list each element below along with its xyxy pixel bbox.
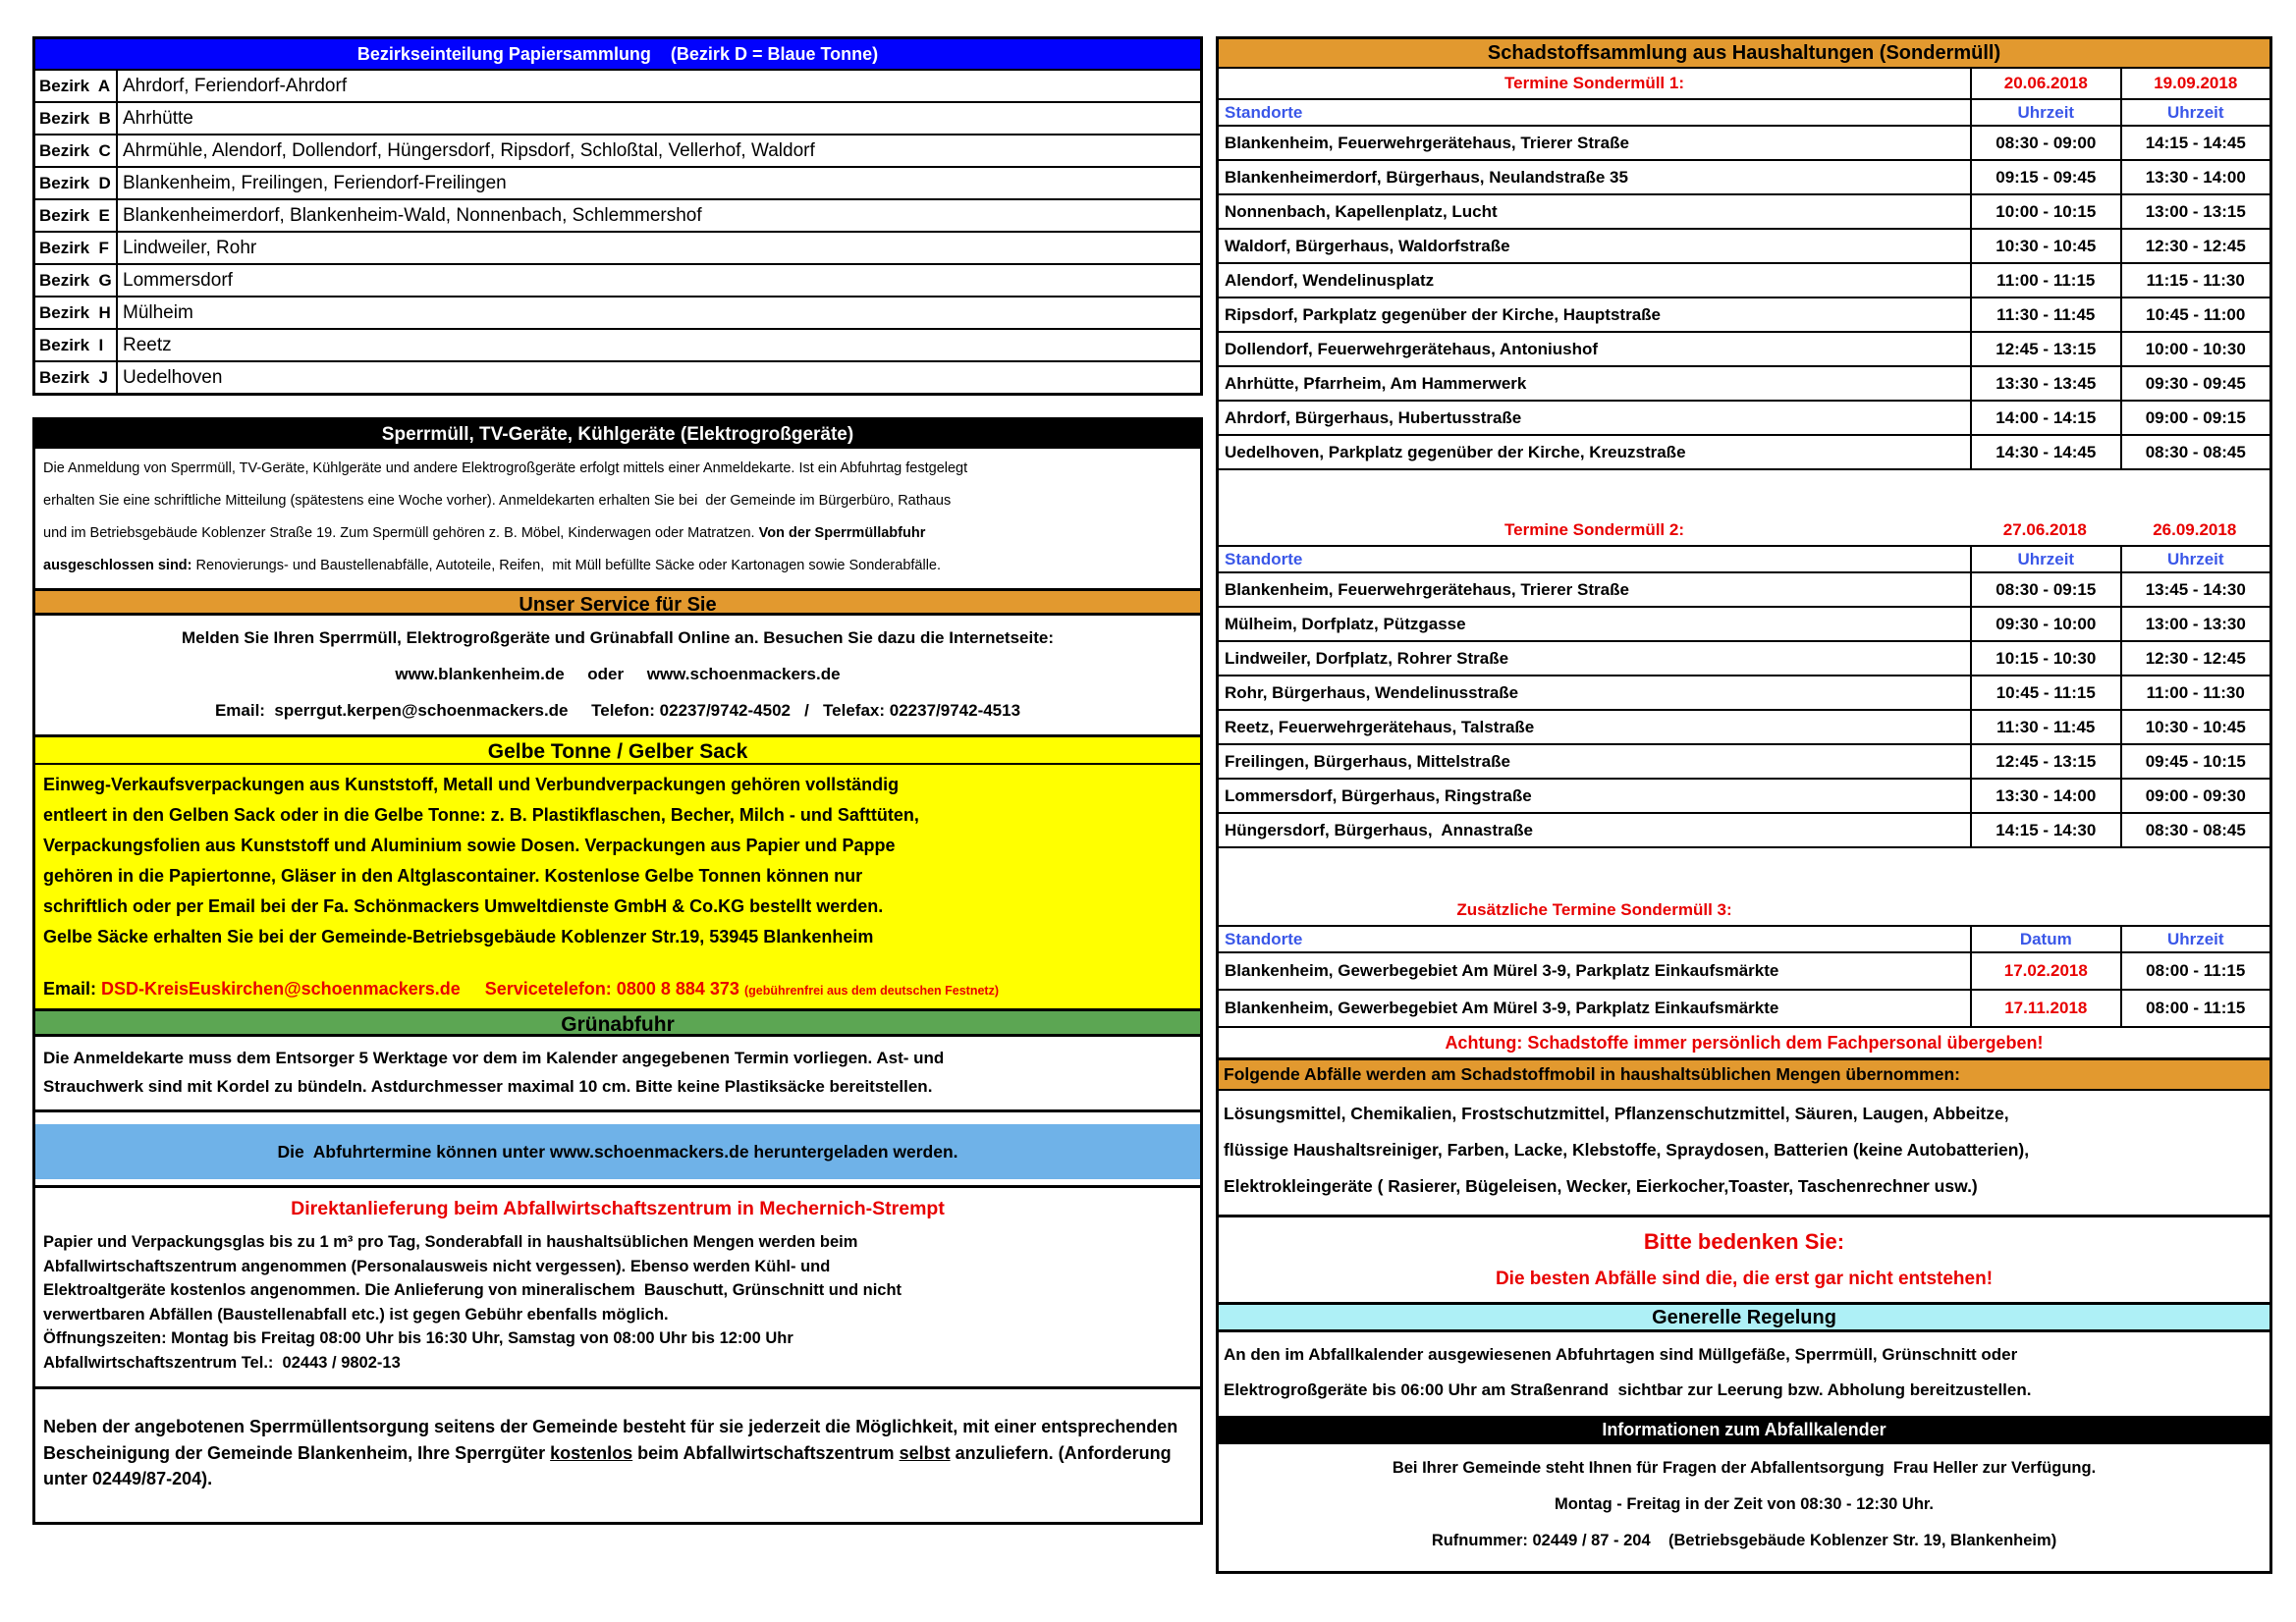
service-phone: Servicetelefon: 0800 8 884 373 [460, 979, 744, 999]
bezirk-places: Ahrmühle, Alendorf, Dollendorf, Hüngersdorf, Ripsdorf, Schloßtal, Vellerhof, Waldorf [123, 139, 815, 161]
sperrmuell-line-text: und im Betriebsgebäude Koblenzer Straße 19. Zum Spermüll gehören z. B. Möbel, Kinderwagen oder Matratzen. [43, 525, 759, 541]
row-time-1: 08:30 - 09:00 [1970, 127, 2119, 159]
row-place: Lindweiler, Dorfplatz, Rohrer Straße [1225, 648, 1509, 668]
bezirk-places: Lommersdorf [123, 269, 233, 291]
row-time-2: 09:45 - 10:15 [2120, 745, 2269, 778]
bezirk-row [35, 296, 1200, 328]
bezirk-table-header: Bezirkseinteilung Papiersammlung (Bezirk D = Blaue Tonne) [35, 39, 1200, 69]
table-row [1219, 676, 2269, 711]
row-time-1: 11:30 - 11:45 [1970, 298, 2119, 331]
termine3-title-row [1219, 895, 2269, 927]
row-time-1: 10:30 - 10:45 [1970, 230, 2119, 262]
sperrmuell-line: erhalten Sie eine schriftliche Mitteilung (spätestens eine Woche vorher). Anmeldekarten erhalten Sie bei der Gemeinde im Bürgerbüro, Rathaus [43, 493, 952, 509]
termine2-column-header-row [1219, 547, 2269, 573]
service-text [35, 616, 1200, 734]
row-place: Blankenheim, Feuerwehrgerätehaus, Trierer Straße [1225, 133, 1629, 152]
row-place: Dollendorf, Feuerwehrgerätehaus, Antoniushof [1225, 339, 1599, 358]
row-place: Freilingen, Bürgerhaus, Mittelstraße [1225, 751, 1510, 771]
row-place: Blankenheim, Feuerwehrgerätehaus, Trierer Straße [1225, 579, 1629, 599]
selbstanlieferung-seg: Neben der angebotenen Sperrmüllentsorgung seitens der Gemeinde besteht für sie jederzeit die Möglichkeit, mit einer entsprechenden Bescheinigung der Gemeinde Blankenheim, Ihre Sperrgüter [43, 1417, 1183, 1463]
row-place: Ahrdorf, Bürgerhaus, Hubertusstraße [1225, 407, 1522, 427]
row-place: Nonnenbach, Kapellenplatz, Lucht [1225, 201, 1498, 221]
row-time-2: 09:00 - 09:30 [2120, 780, 2269, 812]
bedenken-title: Bitte bedenken Sie: [1643, 1229, 1845, 1254]
bezirk-row [35, 263, 1200, 296]
spacer [35, 1112, 1200, 1124]
row-time-2: 13:00 - 13:30 [2120, 608, 2269, 640]
termine2-title-row [1219, 515, 2269, 547]
termine2-title: Termine Sondermüll 2: [1504, 520, 1684, 539]
row-time-2: 13:45 - 14:30 [2120, 573, 2269, 606]
sperrmuell-line-bold: Von der Sperrmüllabfuhr [758, 525, 926, 541]
row-time-2: 12:30 - 12:45 [2120, 642, 2269, 675]
termine1-date-1: 20.06.2018 [1970, 69, 2119, 98]
bezirk-row [35, 69, 1200, 101]
row-time-1: 14:30 - 14:45 [1970, 436, 2119, 468]
info-text [1219, 1444, 2269, 1571]
table-row [1219, 573, 2269, 608]
service-line: Melden Sie Ihren Sperrmüll, Elektrogroßgeräte und Grünabfall Online an. Besuchen Sie dazu die Internetseite: [182, 628, 1054, 647]
row-time-2: 11:15 - 11:30 [2120, 264, 2269, 297]
column-datum: Datum [1970, 927, 2119, 951]
bezirk-row [35, 231, 1200, 263]
bezirk-places: Uedelhoven [123, 366, 223, 388]
regelung-line: An den im Abfallkalender ausgewiesenen Abfuhrtagen sind Müllgefäße, Sperrmüll, Grünschnitt oder [1224, 1345, 2018, 1364]
row-time-1: 14:15 - 14:30 [1970, 814, 2119, 846]
row-place: Uedelhoven, Parkplatz gegenüber der Kirche, Kreuzstraße [1225, 442, 1686, 461]
gelbe-tonne-line: schriftlich oder per Email bei der Fa. Schönmackers Umweltdienste GmbH & Co.KG bestellt werden. [43, 896, 884, 916]
sperrmuell-line-text: Renovierungs- und Baustellenabfälle, Autoteile, Reifen, mit Müll befüllte Säcke oder Kartonagen sowie Sonderabfälle. [191, 558, 942, 573]
row-time-2: 10:45 - 11:00 [2120, 298, 2269, 331]
bezirk-row [35, 166, 1200, 198]
sperrmuell-text [35, 449, 1200, 588]
row-place: Waldorf, Bürgerhaus, Waldorfstraße [1225, 236, 1510, 255]
termine1-date-2: 19.09.2018 [2120, 69, 2269, 98]
table-row [1219, 814, 2269, 848]
row-time-2: 13:00 - 13:15 [2120, 195, 2269, 228]
info-phone-line: Rufnummer: 02449 / 87 - 204 (Betriebsgebäude Koblenzer Str. 19, Blankenheim) [1431, 1532, 2057, 1549]
table-row [1219, 780, 2269, 814]
achtung-warning: Achtung: Schadstoffe immer persönlich dem Fachpersonal übergeben! [1219, 1028, 2269, 1060]
table-row [1219, 608, 2269, 642]
sperrmuell-line-bold: ausgeschlossen sind: [43, 558, 192, 573]
table-row [1219, 195, 2269, 230]
row-place: Reetz, Feuerwehrgerätehaus, Talstraße [1225, 717, 1535, 736]
table-row [1219, 991, 2269, 1028]
row-time-1: 09:15 - 09:45 [1970, 161, 2119, 193]
table-row [1219, 402, 2269, 436]
row-place: Rohr, Bürgerhaus, Wendelinusstraße [1225, 682, 1519, 702]
gruenabfuhr-line: Die Anmeldekarte muss dem Entsorger 5 Werktage vor dem im Kalender angegebenen Termin vorliegen. Ast- und [43, 1049, 945, 1067]
row-place: Ahrhütte, Pfarrheim, Am Hammerwerk [1225, 373, 1527, 393]
dsd-email: DSD-KreisEuskirchen@schoenmackers.de [101, 979, 461, 999]
bezirk-label: Bezirk A [35, 71, 118, 101]
gruenabfuhr-line: Strauchwerk sind mit Kordel zu bündeln. Astdurchmesser maximal 10 cm. Bitte keine Plastiksäcke bereitstellen. [43, 1077, 933, 1096]
bezirk-label: Bezirk B [35, 103, 118, 134]
gelbe-tonne-line: entleert in den Gelben Sack oder in die Gelbe Tonne: z. B. Plastikflaschen, Becher, Milch - und Safttüten, [43, 805, 919, 825]
row-time-1: 09:30 - 10:00 [1970, 608, 2119, 640]
info-header: Informationen zum Abfallkalender [1219, 1416, 2269, 1444]
table-row [1219, 127, 2269, 161]
regelung-header: Generelle Regelung [1219, 1302, 2269, 1332]
spacer [1219, 470, 2269, 515]
phone-note: (gebührenfrei aus dem deutschen Festnetz) [743, 984, 1000, 998]
bezirk-label: Bezirk H [35, 297, 118, 328]
gelbe-tonne-line: Einweg-Verkaufsverpackungen aus Kunststoff, Metall und Verbundverpackungen gehören vollständig [43, 775, 900, 794]
row-time-2: 09:00 - 09:15 [2120, 402, 2269, 434]
bezirk-label: Bezirk E [35, 200, 118, 231]
gelbe-tonne-line: Gelbe Säcke erhalten Sie bei der Gemeinde-Betriebsgebäude Koblenzer Str.19, 53945 Blankenheim [43, 927, 874, 946]
gelbe-tonne-header: Gelbe Tonne / Gelber Sack [35, 734, 1200, 765]
termine3-title: Zusätzliche Termine Sondermüll 3: [1456, 900, 1732, 919]
termine1-title-row [1219, 69, 2269, 100]
row-date: 17.11.2018 [1970, 991, 2119, 1026]
row-place: Blankenheimerdorf, Bürgerhaus, Neulandstraße 35 [1225, 167, 1628, 187]
bezirk-row [35, 328, 1200, 360]
bedenken-line: Die besten Abfälle sind die, die erst gar nicht entstehen! [1495, 1269, 1994, 1289]
column-uhrzeit-1: Uhrzeit [1970, 100, 2119, 125]
row-place: Lommersdorf, Bürgerhaus, Ringstraße [1225, 785, 1532, 805]
download-notice: Die Abfuhrtermine können unter www.schoenmackers.de heruntergeladen werden. [35, 1124, 1200, 1179]
row-time-1: 13:30 - 13:45 [1970, 367, 2119, 400]
bezirk-label: Bezirk I [35, 330, 118, 360]
direktanlieferung-line: Abfallwirtschaftszentrum angenommen (Personalausweis nicht vergessen). Ebenso werden Kühl- und [43, 1257, 831, 1275]
right-column [1216, 36, 2272, 1574]
schadstoffmobil-header: Folgende Abfälle werden am Schadstoffmobil in haushaltsüblichen Mengen übernommen: [1219, 1060, 2269, 1091]
row-date: 17.02.2018 [1970, 953, 2119, 989]
schadstoffmobil-line: Lösungsmittel, Chemikalien, Frostschutzmittel, Pflanzenschutzmittel, Säuren, Laugen, Abbeitze, [1224, 1104, 2009, 1123]
row-time-1: 13:30 - 14:00 [1970, 780, 2119, 812]
bezirk-places: Lindweiler, Rohr [123, 237, 257, 258]
selbstanlieferung-underline: selbst [899, 1442, 951, 1463]
dsd-contact-line [43, 977, 1192, 1002]
direktanlieferung-line: verwertbaren Abfällen (Baustellenabfall etc.) ist gegen Gebühr ebenfalls möglich. [43, 1305, 669, 1324]
regelung-text [1219, 1332, 2269, 1416]
row-time-1: 11:00 - 11:15 [1970, 264, 2119, 297]
column-uhrzeit: Uhrzeit [2120, 927, 2269, 951]
gelbe-tonne-text [35, 765, 1200, 1008]
row-time-2: 10:00 - 10:30 [2120, 333, 2269, 365]
left-info-box [32, 417, 1203, 1525]
row-place: Mülheim, Dorfplatz, Pützgasse [1225, 614, 1466, 633]
row-time-2: 14:15 - 14:45 [2120, 127, 2269, 159]
direktanlieferung-title: Direktanlieferung beim Abfallwirtschaftszentrum in Mechernich-Strempt [291, 1198, 945, 1219]
schadstoffmobil-line: Elektrokleingeräte ( Rasierer, Bügeleisen, Wecker, Eierkocher,Toaster, Taschenrechner usw.) [1224, 1176, 1978, 1196]
bezirk-label: Bezirk F [35, 233, 118, 263]
row-time-1: 10:45 - 11:15 [1970, 676, 2119, 709]
schadstoff-header: Schadstoffsammlung aus Haushaltungen (Sondermüll) [1219, 39, 2269, 69]
bezirk-label: Bezirk G [35, 265, 118, 296]
row-time-1: 14:00 - 14:15 [1970, 402, 2119, 434]
row-time-2: 10:30 - 10:45 [2120, 711, 2269, 743]
service-header: Unser Service für Sie [35, 588, 1200, 616]
awz-phone-line: Abfallwirtschaftszentrum Tel.: 02443 / 9802-13 [43, 1353, 401, 1372]
row-time-1: 08:30 - 09:15 [1970, 573, 2119, 606]
abfallkalender-page [32, 36, 2272, 1574]
row-time-2: 11:00 - 11:30 [2120, 676, 2269, 709]
column-uhrzeit-2: Uhrzeit [2120, 100, 2269, 125]
service-contact: Email: sperrgut.kerpen@schoenmackers.de Telefon: 02237/9742-4502 / Telefax: 02237/9742-4513 [214, 701, 1021, 720]
sperrmuell-header: Sperrmüll, TV-Geräte, Kühlgeräte (Elektrogroßgeräte) [35, 420, 1200, 449]
sperrmuell-line [43, 517, 1192, 550]
selbstanlieferung-text [35, 1414, 1200, 1522]
direktanlieferung-section [35, 1185, 1200, 1389]
gruenabfuhr-text [35, 1037, 1200, 1112]
oeffnungszeiten-line: Öffnungszeiten: Montag bis Freitag 08:00 Uhr bis 16:30 Uhr, Samstag von 08:00 Uhr bis 12:00 Uhr [43, 1329, 793, 1347]
direktanlieferung-line: Elektroaltgeräte kostenlos angenommen. Die Anlieferung von mineralischem Bauschutt, Grünschnitt und nicht [43, 1281, 902, 1299]
spacer [1219, 848, 2269, 895]
table-row [1219, 333, 2269, 367]
gelbe-tonne-line: gehören in die Papiertonne, Gläser in den Altglascontainer. Kostenlose Gelbe Tonnen können nur [43, 866, 863, 886]
gelbe-tonne-line: Verpackungsfolien aus Kunststoff und Aluminium sowie Dosen. Verpackungen aus Papier und Pappe [43, 836, 896, 855]
bezirk-label: Bezirk C [35, 135, 118, 166]
bezirk-row [35, 101, 1200, 134]
left-column [32, 36, 1203, 1574]
row-time-1: 10:00 - 10:15 [1970, 195, 2119, 228]
schadstoffmobil-list [1219, 1091, 2269, 1217]
table-row [1219, 436, 2269, 470]
table-row [1219, 642, 2269, 676]
termine2-date-1: 27.06.2018 [2002, 520, 2087, 539]
sperrmuell-line: Die Anmeldung von Sperrmüll, TV-Geräte, Kühlgeräte und andere Elektrogroßgeräte erfolgt mittels einer Anmeldekarte. Ist ein Abfuhrtag festgelegt [43, 460, 968, 476]
table-row [1219, 161, 2269, 195]
row-time-2: 12:30 - 12:45 [2120, 230, 2269, 262]
selbstanlieferung-seg: anzuliefern. (Anforderung unter 02449/87-204). [43, 1442, 1176, 1488]
bezirk-places: Ahrdorf, Feriendorf-Ahrdorf [123, 75, 348, 96]
bezirk-places: Reetz [123, 334, 172, 355]
sperrmuell-line [43, 550, 1192, 582]
bezirk-row [35, 134, 1200, 166]
regelung-line: Elektrogroßgeräte bis 06:00 Uhr am Straßenrand sichtbar zur Leerung bzw. Abholung bereitzustellen. [1224, 1380, 2032, 1399]
bezirk-table [32, 36, 1203, 396]
direktanlieferung-line: Papier und Verpackungsglas bis zu 1 m³ pro Tag, Sonderabfall in haushaltsüblichen Mengen werden beim [43, 1233, 858, 1251]
column-uhrzeit-2: Uhrzeit [2120, 547, 2269, 571]
termine1-column-header-row [1219, 100, 2269, 127]
gruenabfuhr-header: Grünabfuhr [35, 1008, 1200, 1037]
empty-cell [1970, 895, 2119, 925]
table-row [1219, 953, 2269, 991]
row-time-2: 13:30 - 14:00 [2120, 161, 2269, 193]
row-place: Alendorf, Wendelinusplatz [1225, 270, 1435, 290]
table-row [1219, 367, 2269, 402]
row-place: Hüngersdorf, Bürgerhaus, Annastraße [1225, 820, 1533, 839]
bezirk-row [35, 198, 1200, 231]
bezirk-row [35, 360, 1200, 393]
row-time-1: 11:30 - 11:45 [1970, 711, 2119, 743]
row-time: 08:00 - 11:15 [2120, 953, 2269, 989]
table-row [1219, 711, 2269, 745]
bezirk-label: Bezirk D [35, 168, 118, 198]
column-standorte: Standorte [1225, 549, 1303, 568]
bezirk-places: Ahrhütte [123, 107, 193, 129]
row-time-2: 09:30 - 09:45 [2120, 367, 2269, 400]
row-time-2: 08:30 - 08:45 [2120, 814, 2269, 846]
bezirk-places: Mülheim [123, 301, 193, 323]
table-row [1219, 298, 2269, 333]
bezirk-label: Bezirk J [35, 362, 118, 393]
table-row [1219, 745, 2269, 780]
table-row [1219, 230, 2269, 264]
termine3-column-header-row [1219, 927, 2269, 953]
column-uhrzeit-1: Uhrzeit [1970, 547, 2119, 571]
info-line: Montag - Freitag in der Zeit von 08:30 - 12:30 Uhr. [1555, 1495, 1934, 1513]
bezirk-places: Blankenheimerdorf, Blankenheim-Wald, Nonnenbach, Schlemmershof [123, 204, 702, 226]
bezirk-places: Blankenheim, Freilingen, Feriendorf-Freilingen [123, 172, 507, 193]
termine1-title: Termine Sondermüll 1: [1504, 74, 1684, 92]
row-place: Ripsdorf, Parkplatz gegenüber der Kirche, Hauptstraße [1225, 304, 1661, 324]
column-standorte: Standorte [1225, 929, 1303, 948]
row-time-1: 12:45 - 13:15 [1970, 745, 2119, 778]
selbstanlieferung-underline: kostenlos [550, 1442, 633, 1463]
row-place: Blankenheim, Gewerbegebiet Am Mürel 3-9, Parkplatz Einkaufsmärkte [1225, 961, 1779, 980]
column-standorte: Standorte [1225, 102, 1303, 122]
termine2-date-2: 26.09.2018 [2153, 520, 2237, 539]
service-websites: www.blankenheim.de oder www.schoenmackers.de [395, 665, 841, 683]
row-time-1: 12:45 - 13:15 [1970, 333, 2119, 365]
row-time: 08:00 - 11:15 [2120, 991, 2269, 1026]
schadstoffmobil-line: flüssige Haushaltsreiniger, Farben, Lacke, Klebstoffe, Spraydosen, Batterien (keine Autobatterien), [1224, 1140, 2030, 1160]
row-time-2: 08:30 - 08:45 [2120, 436, 2269, 468]
table-row [1219, 264, 2269, 298]
info-line: Bei Ihrer Gemeinde steht Ihnen für Fragen der Abfallentsorgung Frau Heller zur Verfügung. [1392, 1459, 2097, 1477]
row-time-1: 10:15 - 10:30 [1970, 642, 2119, 675]
email-label: Email: [43, 979, 102, 999]
empty-cell [2120, 895, 2269, 925]
row-place: Blankenheim, Gewerbegebiet Am Mürel 3-9, Parkplatz Einkaufsmärkte [1225, 999, 1779, 1017]
selbstanlieferung-seg: beim Abfallwirtschaftszentrum [632, 1442, 900, 1463]
